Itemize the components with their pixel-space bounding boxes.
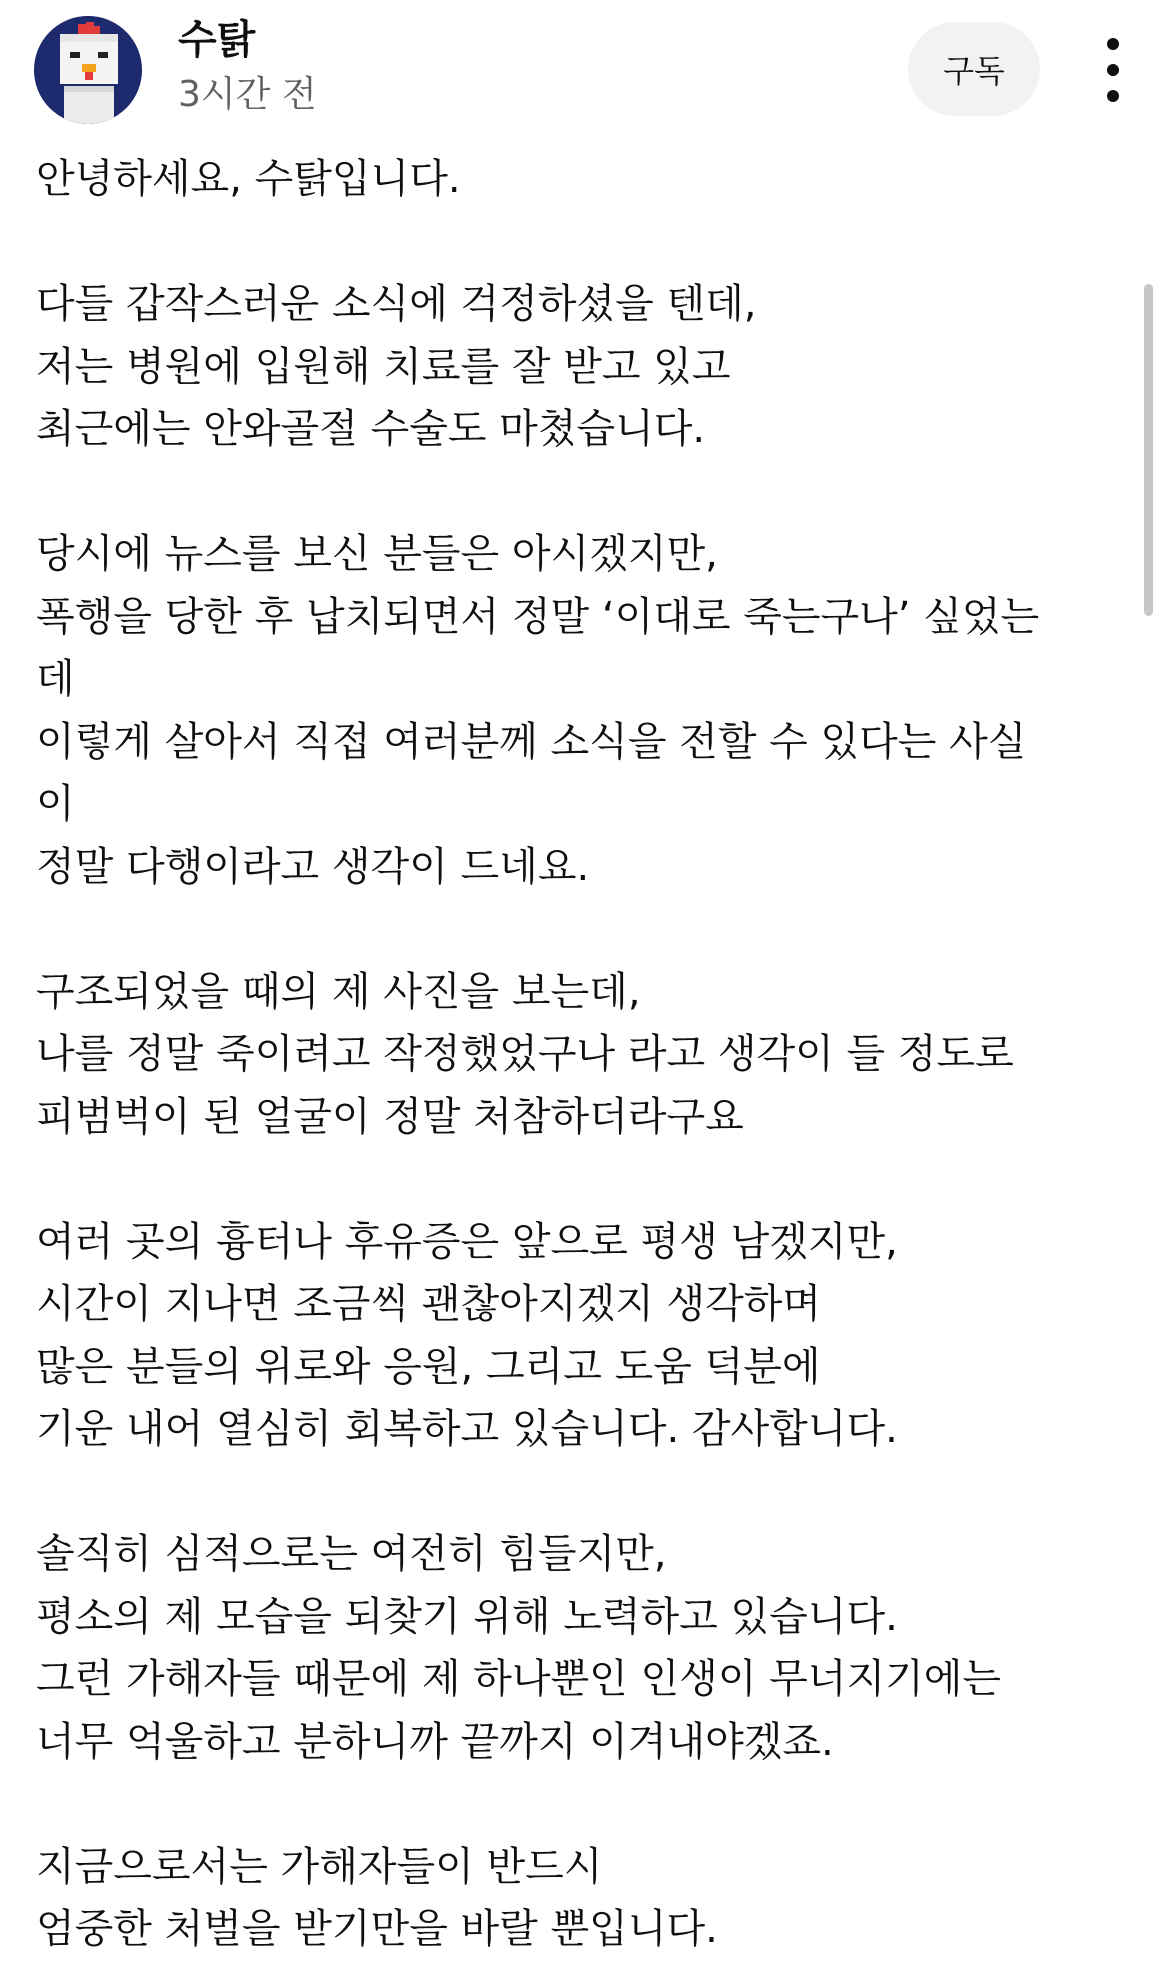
post-time: 3시간 전 [178,74,317,115]
menu-dot [1107,64,1119,76]
post-text-line: 그런 가해자들 때문에 제 하나뿐인 인생이 무너지기에는 [36,1656,1002,1702]
post-text-line: 솔직히 심적으로는 여전히 힘들지만, [36,1531,667,1577]
chicken-avatar-icon [34,16,142,124]
post-text-line: 나를 정말 죽이려고 작정했었구나 라고 생각이 들 정도로 [36,1031,1014,1077]
post-text-line: 다들 갑작스러운 소식에 걱정하셨을 텐데, [36,281,757,327]
post-header [0,0,1170,130]
paragraph-break [36,1461,1116,1524]
post-text-line: 안녕하세요, 수탉입니다. [36,156,461,202]
subscribe-button[interactable]: 구독 [908,22,1040,116]
post-text-line: 시간이 지나면 조금씩 괜찮아지겠지 생각하며 [36,1281,822,1327]
paragraph-break [36,461,1116,524]
post-text-line: 너무 억울하고 분하니까 끝까지 이겨내야겠죠. [36,1718,834,1765]
post-text-line: 당시에 뉴스를 보신 분들은 아시겠지만, [36,531,718,577]
post-text-line: 최근에는 안와골절 수술도 마쳤습니다. [36,406,706,452]
post-text-line: 많은 분들의 위로와 응원, 그리고 도움 덕분에 [36,1343,821,1390]
post-body [36,148,1116,1961]
post-text-line: 폭행을 당한 후 납치되면서 정말 ‘이대로 죽는구나’ 싶었는 [36,593,1040,640]
post-text-line: 피범벅이 된 얼굴이 정말 처참하더라구요 [36,1093,744,1140]
post-text-line: 저는 병원에 입원해 치료를 잘 받고 있고 [36,343,731,390]
channel-avatar-icon[interactable] [34,16,142,124]
paragraph-break [36,1773,1116,1836]
paragraph-break [36,898,1116,961]
post-text-line: 평소의 제 모습을 되찾기 위해 노력하고 있습니다. [36,1593,898,1640]
paragraph-break [36,211,1116,274]
post-text-line: 데 [36,656,75,702]
scrollbar-thumb[interactable] [1144,284,1153,616]
post-text-line: 지금으로서는 가해자들이 반드시 [36,1843,603,1890]
menu-dot [1107,90,1119,102]
author-name[interactable]: 수탉 [178,17,256,63]
paragraph-break [36,1148,1116,1211]
more-vert-icon[interactable] [1088,38,1138,102]
post-text-line: 이렇게 살아서 직접 여러분께 소식을 전할 수 있다는 사실 [36,718,1027,765]
post-text-line: 기운 내어 열심히 회복하고 있습니다. 감사합니다. [36,1406,898,1452]
post-text-line: 이 [36,781,75,827]
post-text-line: 엄중한 처벌을 받기만을 바랄 뿐입니다. [36,1906,718,1952]
post-text-line: 정말 다행이라고 생각이 드네요. [36,843,590,890]
post-text-line: 여러 곳의 흉터나 후유증은 앞으로 평생 남겠지만, [36,1218,898,1265]
menu-dot [1107,38,1119,50]
post-text-line: 구조되었을 때의 제 사진을 보는데, [36,968,641,1015]
